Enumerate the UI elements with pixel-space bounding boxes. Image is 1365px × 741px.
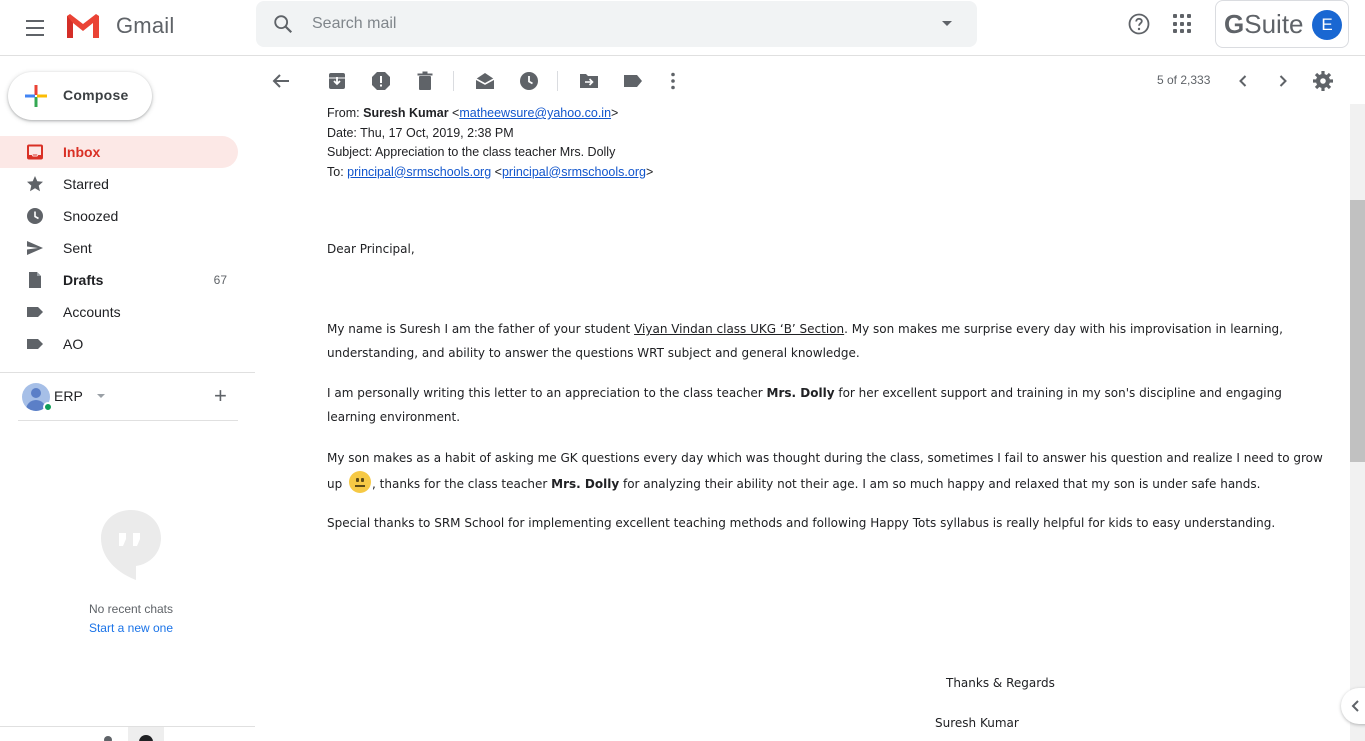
gmail-m-icon: [64, 12, 102, 40]
report-spam-icon[interactable]: [369, 69, 393, 93]
student-name-link[interactable]: Viyan Vindan class UKG ‘B’ Section: [634, 322, 845, 336]
more-options-icon[interactable]: [661, 69, 685, 93]
send-icon: [26, 239, 44, 257]
paragraph-3: [327, 445, 1327, 497]
chat-tab[interactable]: [128, 727, 164, 741]
from-email-link[interactable]: matheewsure@yahoo.co.in: [459, 106, 612, 120]
teacher-name: Mrs. Dolly: [551, 477, 620, 491]
chevron-left-icon: [1348, 698, 1364, 714]
drafts-count: 67: [213, 273, 227, 287]
paragraph-3-text-c: for analyzing their ability not their age. I am so much happy and relaxed that my son is under safe hands.: [619, 477, 1261, 491]
divider: [453, 71, 454, 91]
search-icon[interactable]: [272, 13, 294, 35]
divider: [18, 420, 238, 421]
online-status-icon: [43, 402, 53, 412]
main-menu-icon[interactable]: [22, 14, 48, 40]
inbox-icon: [26, 143, 44, 161]
label-tag-icon[interactable]: [621, 69, 645, 93]
gsuite-g-logo: G: [1224, 8, 1245, 39]
sidebar-item-drafts[interactable]: [0, 264, 238, 296]
search-options-icon[interactable]: [942, 21, 952, 26]
gmail-logo[interactable]: [64, 10, 174, 42]
hangouts-user-name[interactable]: ERP: [54, 388, 83, 404]
paragraph-3-text-b: , thanks for the class teacher: [372, 477, 552, 491]
sidebar-item-label: Snoozed: [63, 208, 119, 224]
start-new-chat-link[interactable]: Start a new one: [88, 621, 174, 635]
sidebar-item-label: AO: [63, 336, 84, 352]
sidebar-nav: [0, 136, 255, 372]
compose-plus-icon: [24, 84, 48, 108]
top-bar: [0, 0, 1365, 56]
star-icon: [26, 175, 44, 193]
gmail-wordmark: Gmail: [116, 13, 175, 38]
teacher-name: Mrs. Dolly: [766, 386, 835, 400]
clock-icon: [26, 207, 44, 225]
pagination-count: 5 of 2,333: [1157, 73, 1211, 87]
newer-chevron-left-icon[interactable]: [1231, 69, 1255, 93]
chat-bubble-icon: [100, 508, 162, 582]
label-icon: [26, 335, 44, 353]
paragraph-3-text-a: My son makes as a habit of asking me GK questions every day which was thought during the class, sometimes I fail to answer his question and realize I need to grow up: [327, 451, 1323, 491]
sidebar-item-ao[interactable]: [0, 328, 238, 360]
label-icon: [26, 303, 44, 321]
signature: Suresh Kumar: [935, 716, 1019, 730]
divider: [557, 71, 558, 91]
draft-icon: [26, 271, 44, 289]
paragraph-2-text-a: I am personally writing this letter to an appreciation to the class teacher: [327, 386, 767, 400]
chat-tab-icon: [139, 735, 153, 741]
sidebar-item-label: Inbox: [63, 144, 101, 160]
forwarded-from-line: From: Suresh Kumar <matheewsure@yahoo.co.in>: [327, 106, 619, 120]
person-tab-icon[interactable]: [104, 736, 112, 741]
search-bar[interactable]: [256, 1, 977, 47]
neutral-face-emoji-icon: [349, 471, 371, 493]
hangouts-header: [0, 372, 255, 420]
gsuite-account-button[interactable]: [1215, 0, 1349, 48]
paragraph-2: [327, 381, 1327, 429]
apps-grid-icon[interactable]: [1173, 14, 1193, 34]
paragraph-1-text-b: . My son makes me surprise every day with his improvisation in learning, understanding, and ability to answer the questions WRT subject and general knowledge.: [327, 322, 1283, 360]
forwarded-date-line: Date: Thu, 17 Oct, 2019, 2:38 PM: [327, 125, 514, 140]
settings-gear-icon[interactable]: [1311, 69, 1335, 93]
snooze-icon[interactable]: [517, 69, 541, 93]
sidebar-item-label: Drafts: [63, 272, 104, 288]
paragraph-4: Special thanks to SRM School for implementing excellent teaching methods and following Happy Tots syllabus is really helpful for kids to easy understanding.: [327, 516, 1276, 530]
mark-unread-icon[interactable]: [473, 69, 497, 93]
compose-label: Compose: [63, 87, 129, 103]
archive-icon[interactable]: [325, 69, 349, 93]
no-recent-chats-text: No recent chats: [88, 602, 174, 616]
chevron-down-icon[interactable]: [97, 394, 105, 398]
message-body: [327, 104, 1327, 530]
sidebar-item-starred[interactable]: [0, 168, 238, 200]
sidebar-item-snoozed[interactable]: [0, 200, 238, 232]
forwarded-to-line: To: principal@srmschools.org <principal@srmschools.org>: [327, 164, 654, 179]
to-email-link-2[interactable]: principal@srmschools.org: [501, 164, 646, 179]
older-chevron-right-icon[interactable]: [1271, 69, 1295, 93]
delete-icon[interactable]: [413, 69, 437, 93]
sidebar-item-label: Accounts: [63, 304, 121, 320]
back-arrow-icon[interactable]: [269, 69, 293, 93]
scrollbar-thumb[interactable]: [1350, 200, 1365, 462]
paragraph-1-text-a: My name is Suresh I am the father of your student: [327, 322, 635, 336]
greeting: Dear Principal,: [327, 242, 415, 256]
sidebar-item-label: Sent: [63, 240, 92, 256]
help-icon[interactable]: [1127, 12, 1151, 36]
from-name: Suresh Kumar: [363, 106, 449, 120]
message-toolbar: [255, 57, 1365, 104]
paragraph-2-text-b: for her excellent support and training in my son's discipline and engaging learning environment.: [327, 386, 1282, 424]
sidebar-item-sent[interactable]: [0, 232, 238, 264]
to-email-link[interactable]: principal@srmschools.org: [347, 164, 492, 179]
sidebar-item-label: Starred: [63, 176, 109, 192]
compose-button[interactable]: [8, 72, 152, 120]
sidebar-item-accounts[interactable]: [0, 296, 238, 328]
signoff: Thanks & Regards: [946, 676, 1055, 690]
from-label: From:: [327, 106, 360, 120]
sidebar-item-inbox[interactable]: [0, 136, 238, 168]
to-label: To:: [327, 164, 344, 179]
side-panel-toggle-button[interactable]: [1341, 688, 1365, 724]
account-avatar[interactable]: E: [1312, 10, 1342, 40]
new-chat-plus-icon[interactable]: +: [214, 383, 227, 408]
forwarded-subject-line: Subject: Appreciation to the class teacher Mrs. Dolly: [327, 145, 616, 159]
search-input[interactable]: [312, 12, 912, 36]
gsuite-label: Suite: [1244, 8, 1304, 39]
move-to-icon[interactable]: [577, 69, 601, 93]
sidebar-bottom-tabs: [0, 726, 255, 741]
paragraph-1: [327, 317, 1327, 365]
